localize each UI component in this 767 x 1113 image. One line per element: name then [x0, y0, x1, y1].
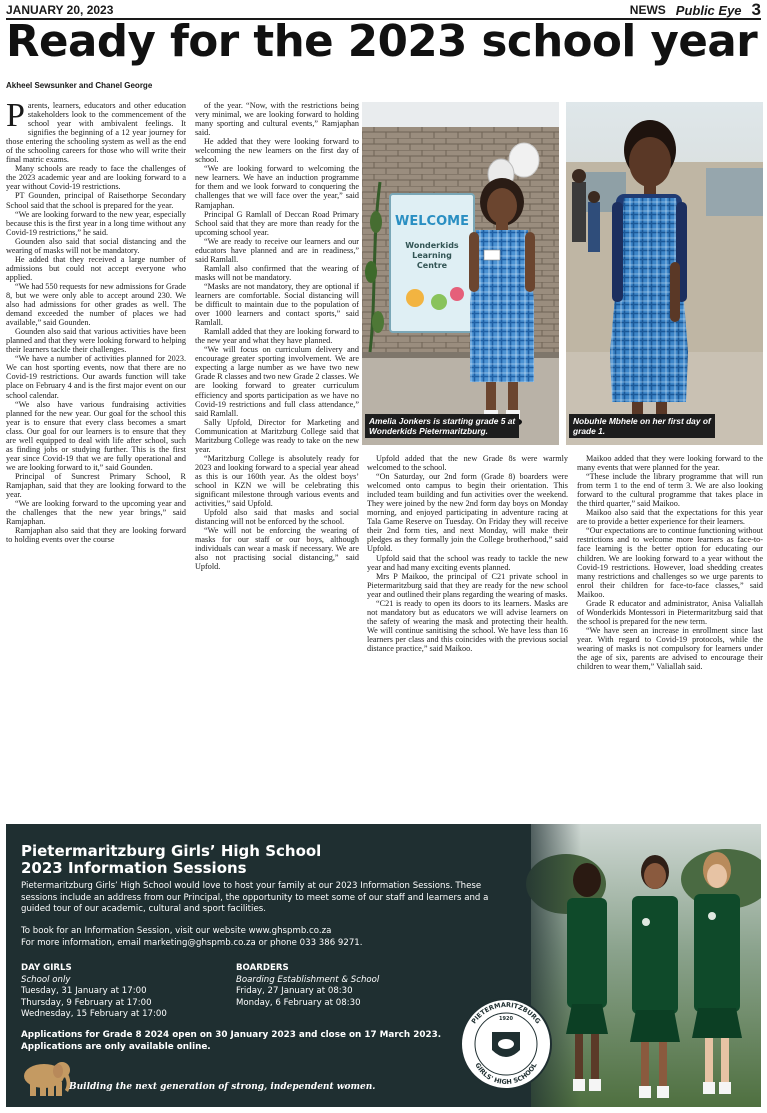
article-paragraph: Maikoo added that they were looking forward to the many events that were planned for the year. [577, 454, 763, 473]
crest-text-top: PIETERMARITZBURG [469, 1000, 543, 1026]
ad-tagline: Building the next generation of strong, independent women. [69, 1082, 376, 1092]
caption-left-line-1: Amelia Jonkers is starting grade 5 at [369, 416, 516, 426]
boarders-date: Monday, 6 February at 08:30 [236, 997, 361, 1008]
article-paragraph: “Maritzburg College is absolutely ready for 2023 and looking forward to a special year ahead as this is our 160th year. As the oldest boys’ school in KZN we will be celebrating this significant milestone through various events and activities,” said Upfold. [195, 453, 359, 509]
sign-line-2: Learning [412, 251, 452, 260]
photo-illustration-right [566, 102, 763, 445]
article-paragraph: Maikoo also said that the expectations for this year are to provide a better experience for their learners. [577, 508, 763, 527]
sign-line-3: Centre [416, 261, 448, 270]
photo-caption-left [365, 414, 519, 438]
article-paragraph: Upfold added that the new Grade 8s were warmly welcomed to the school. [367, 454, 568, 473]
boarders-subtitle: Boarding Establishment & School [236, 974, 380, 985]
photo-amelia-jonkers [362, 102, 559, 445]
article-column-1 [6, 101, 186, 818]
article-column-4 [577, 454, 763, 818]
photo-caption-right [569, 414, 715, 438]
boarders-date: Friday, 27 January at 08:30 [236, 986, 353, 996]
ad-day-girls [21, 963, 167, 1021]
caption-right-line-1: Nobuhle Mbhele on her first day of [573, 416, 711, 426]
ad-boarders [236, 963, 379, 1009]
caption-left-line-2: Wonderkids Pietermaritzburg. [369, 426, 488, 436]
photo-illustration-left [362, 102, 559, 445]
school-crest [461, 999, 551, 1089]
article-paragraph: Gounden also said that various activities have been planned and that they were looking forward to helping their learners tackle their challenges. [6, 327, 186, 355]
page-number: 3 [751, 0, 761, 19]
crest-year: 1920 [499, 1016, 513, 1022]
article-paragraph: “We have a number of activities planned for 2023. We can host sporting events, now that there are no Covid-19 restrictions. Our awards function will take place on February 4 and is the first major event on our school calendar. [6, 354, 186, 400]
day-girls-date: Thursday, 9 February at 17:00 [21, 997, 152, 1008]
ad-title-line-2: 2023 Information Sessions [21, 859, 247, 877]
article-paragraph: Upfold also said that masks and social distancing will not be enforced by the school. [195, 508, 359, 527]
article-paragraph: “We are ready to receive our learners and our educators have planned and are in readiness,” said Ramlall. [195, 236, 359, 264]
article-paragraph: Ramlall added that they are looking forward to the new year and what they have planned. [195, 327, 359, 346]
sign-line-1: Wonderkids [405, 241, 459, 250]
school-advertisement [6, 824, 761, 1107]
article-paragraph: of the year. “Now, with the restrictions being very minimal, we are looking forward to holding many sporting and cultural events,” Ramjaphan said. [195, 101, 359, 138]
article-paragraph: Principal G Ramlall of Deccan Road Primary School said that they are more than ready for the upcoming school year. [195, 209, 359, 237]
day-girls-date: Tuesday, 31 January at 17:00 [21, 986, 147, 996]
section-label: NEWS [629, 3, 666, 17]
article-paragraph: Grade R educator and administrator, Anisa Valiallah of Wonderkids Montessori in Pietermaritzburg said that the school is prepared for the new term. [577, 598, 763, 626]
article-paragraph: “We have seen an increase in enrollment since last year. With regard to Covid-19 protocols, while the wearing of masks is not compulsory for learners under the age of six, parents are advised to encourage their children to wear them,” Valiallah said. [577, 625, 763, 672]
ad-intro: Pietermaritzburg Girls’ High School would love to host your family at our 2023 Information Sessions. These sessions include an address from our Principal, the opportunity to meet some of our staff and learners and a guided tour of our academic, cultural and sport facilities. [21, 881, 489, 914]
day-girls-heading: DAY GIRLS [21, 963, 72, 973]
ad-booking-contact: For more information, email marketing@ghspmb.co.za or phone 033 386 9271. [21, 937, 363, 948]
article-paragraph: Many schools are ready to face the challenges of the 2023 academic year and are looking forward to a year without Covid-19 restrictions. [6, 164, 186, 192]
article-paragraph: “We also have various fundraising activities planned for the new year. Our goal for the school this year is to ensure that every class becomes a smart class. Our goal for our learners is to ensure that they are well equipped to deal with life after school, such as finding jobs or studying further. This is the first year since Covid-19 that we are fully operational and we are looking forward to it,” said Gounden. [6, 399, 186, 472]
article-column-2 [195, 101, 359, 818]
ad-booking-info [21, 926, 363, 949]
ad-applications-online: Applications are only available online. [21, 1041, 211, 1052]
photo-nobuhle-mbhele [566, 102, 763, 445]
article-paragraph: Parents, learners, educators and other education stakeholders look to the commencement of the school year with ambivalent feelings. It signifies the beginning of a 12 year journey for those entering the schooling system as well as the end of the schooling careers for those who will write their final matric exams. [6, 101, 186, 165]
article-paragraph: “C21 is ready to open its doors to its learners. Masks are not mandatory but as educators we will advise learners on the safety of wearing the mask and protecting their health. We will continue sanitising the school. We have less than 16 learners per class and this coincides with the previous social distance practice,” said Maikoo. [367, 598, 568, 653]
article-paragraph: “We will focus on curriculum delivery and encourage greater sporting involvement. We are expecting a large number as we have two new Grade R classes and two new Grade 2 classes. We are looking forward to greater curriculum efficiency and sports participation as we have no Covid-19 restrictions and full class attendance,” said Ramlall. [195, 345, 359, 418]
article-paragraph: “These include the library programme that will run from term 1 to the end of term 3. We are also looking forward to the cultural programme that takes place in the third quarter,” said Maikoo. [577, 472, 763, 509]
article-paragraph: Principal of Suncrest Primary School, R Ramjaphan, said that they are looking forward to the year. [6, 471, 186, 500]
article-column-3 [367, 454, 568, 818]
article-paragraph: “Our expectations are to continue functioning without restrictions and to welcome more learners as face-to-face learning is the better option for educating our children. We are looking forward to a year without the Covid-19 restrictions. However, load shedding creates many restrictions and challenges so we urge parents to enrol their children for face-to-face classes,” said Maikoo. [577, 526, 763, 599]
article-paragraph: Ramlall also confirmed that the wearing of masks will not be mandatory. [195, 263, 359, 282]
crest-text-bottom: GIRLS' HIGH SCHOOL [473, 1061, 539, 1087]
ad-booking-website: To book for an Information Session, visit our website www.ghspmb.co.za [21, 926, 332, 936]
article-paragraph: Ramjaphan also said that they are looking forward to holding events over the course [6, 526, 186, 545]
day-girls-subtitle: School only [21, 974, 71, 985]
ad-applications-dates: Applications for Grade 8 2024 open on 30 January 2023 and close on 17 March 2023. [21, 1030, 442, 1040]
elephant-icon [24, 1062, 70, 1096]
sign-welcome: WELCOME [395, 214, 469, 229]
article-paragraph: “We had 550 requests for new admissions for Grade 8, but we were only able to accept around 230. We also had admissions for other grades as well. The demand exceeded the number of places we had available,” said Gounden. [6, 281, 186, 328]
article-paragraph: “We are looking forward to the upcoming year and the challenges that the new year brings,” said Ramjaphan. [6, 499, 186, 527]
publication-name: Public Eye [675, 2, 742, 18]
headline: Ready for the 2023 school year [6, 17, 758, 67]
article-paragraph: Upfold said that the school was ready to tackle the new year and had many exciting events planned. [367, 553, 568, 572]
article-paragraph: “We are looking forward to the new year, especially because this is the first year in a long time without any Covid-19 restrictions,” he said. [6, 209, 186, 237]
article-paragraph: “Masks are not mandatory, they are optional if learners are comfortable. Social distancing will be difficult to maintain due to the population of over 1000 learners and contact sports,” said Ramlall. [195, 281, 359, 328]
article-paragraph: Gounden also said that social distancing and the wearing of masks will not be mandatory. [6, 236, 186, 255]
ad-title-line-1: Pietermaritzburg Girls’ High School [21, 842, 322, 860]
article-paragraph: Sally Upfold, Director for Marketing and Communication at Maritzburg College said that Maritzburg College was ready to take on the new year. [195, 417, 359, 454]
ad-title [21, 843, 321, 877]
article-paragraph: He added that they were looking forward to welcoming the new learners on the first day of school. [195, 137, 359, 165]
article-paragraph: “On Saturday, our 2nd form (Grade 8) boarders were welcomed onto campus to begin their orientation. This included team building and fun activities over the weekend. They were joined by the new 2nd form day boys on Monday morning, and enjoyed participating in adventure racing at Tala Game Reserve on Tuesday. On Friday they will receive their 2nd form ties, and next Monday, will make their pledges as they formally join the College brotherhood,” said Upfold. [367, 472, 568, 554]
article-paragraph: He added that they received a large number of admissions but could not accept everyone who applied. [6, 254, 186, 282]
article-paragraph: PT Gounden, principal of Raisethorpe Secondary School said that the school is prepared for the year. [6, 191, 186, 210]
byline: Akheel Sewsunker and Chanel George [6, 81, 153, 90]
boarders-heading: BOARDERS [236, 963, 289, 973]
day-girls-date: Wednesday, 15 February at 17:00 [21, 1009, 167, 1019]
article-paragraph: Mrs P Maikoo, the principal of C21 private school in Pietermaritzburg said that they are ready for the new school year and outlined their plans regarding the wearing of masks. [367, 571, 568, 599]
issue-date: JANUARY 20, 2023 [6, 3, 114, 17]
article-paragraph: “We are looking forward to welcoming the new learners. We have an induction programme for them and we look forward to conquering the challenges that we will face over the year,” said Ramjaphan. [195, 164, 359, 210]
ad-applications [21, 1030, 441, 1053]
caption-right-line-2: grade 1. [573, 426, 606, 436]
article-paragraph: “We will not be enforcing the wearing of masks for our staff or our boys, although individuals can wear a mask if necessary. We are also not practising social distancing,” said Upfold. [195, 526, 359, 572]
